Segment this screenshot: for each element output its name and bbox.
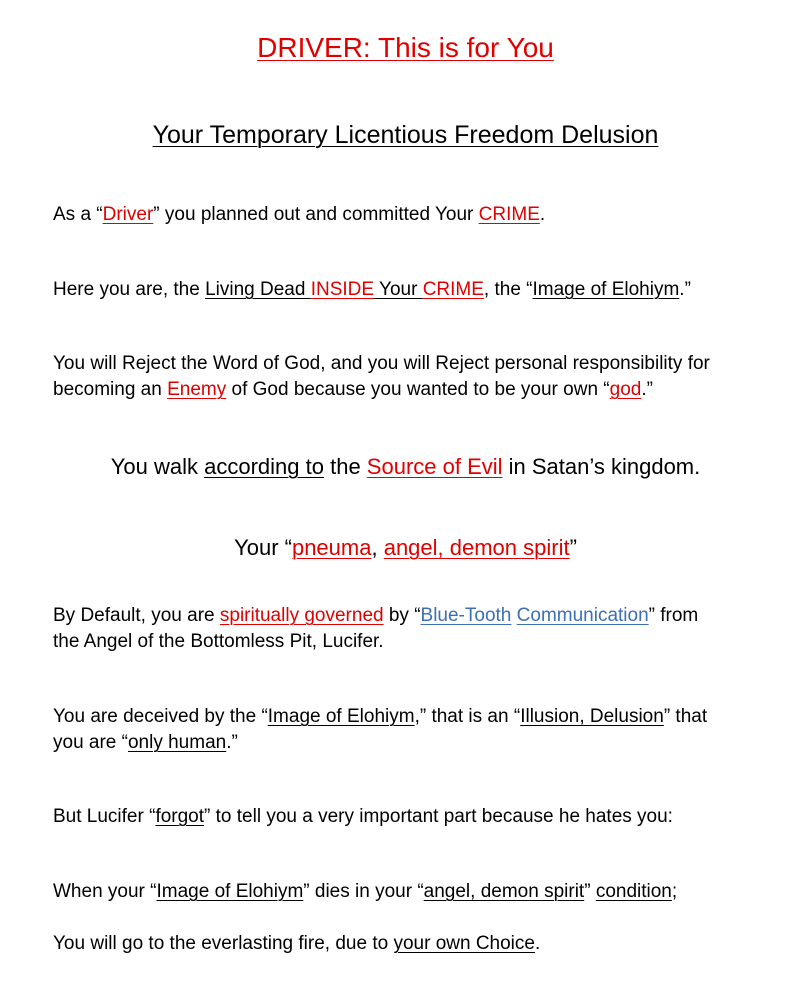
paragraph-source-of-evil: You walk according to the Source of Evil in Satan’s kingdom. bbox=[110, 454, 701, 479]
paragraph-driver-crime: As a “Driver” you planned out and committed Your CRIME. bbox=[53, 204, 546, 225]
paragraph-deceived-line1: You are deceived by the “Image of Elohiym,” that is an “Illusion, Delusion” that bbox=[53, 706, 708, 727]
paragraph-deceived-line2: you are “only human.” bbox=[53, 732, 238, 753]
paragraph-image-dies: When your “Image of Elohiym” dies in your “angel, demon spirit” condition; bbox=[53, 881, 678, 902]
page-subtitle: Your Temporary Licentious Freedom Delusion bbox=[152, 121, 659, 149]
paragraph-default-governed-line2: the Angel of the Bottomless Pit, Lucifer. bbox=[53, 631, 384, 652]
paragraph-pneuma: Your “pneuma, angel, demon spirit” bbox=[234, 535, 577, 560]
paragraph-reject-word-line1: You will Reject the Word of God, and you will Reject personal responsibility for bbox=[53, 353, 710, 374]
paragraph-lucifer-forgot: But Lucifer “forgot” to tell you a very important part because he hates you: bbox=[53, 806, 673, 827]
paragraph-living-dead: Here you are, the Living Dead INSIDE Your CRIME, the “Image of Elohiym.” bbox=[53, 279, 691, 300]
paragraph-reject-word-line2: becoming an Enemy of God because you wanted to be your own “god.” bbox=[53, 379, 653, 400]
paragraph-default-governed-line1: By Default, you are spiritually governed by “Blue-Tooth Communication” from bbox=[53, 605, 699, 626]
paragraph-everlasting-fire: You will go to the everlasting fire, due to your own Choice. bbox=[53, 933, 541, 954]
page-title: DRIVER: This is for You bbox=[257, 32, 554, 63]
